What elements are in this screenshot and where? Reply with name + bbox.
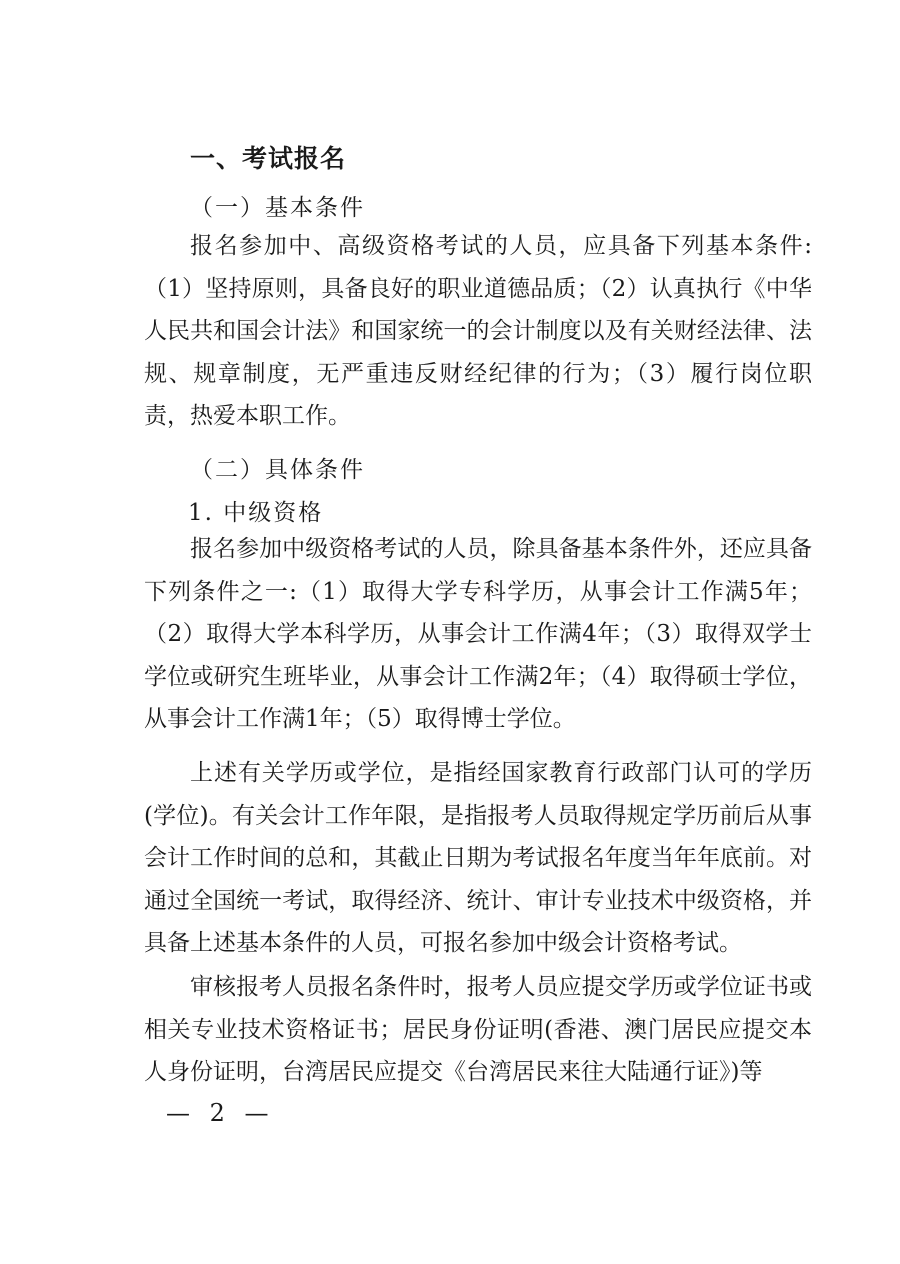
subsection-basic-conditions: （一）基本条件: [190, 195, 365, 221]
paragraph-basic-conditions: 报名参加中、高级资格考试的人员，应具备下列基本条件:（1）坚持原则，具备良好的职业道德品质；（2）认真执行《中华人民共和国会计法》和国家统一的会计制度以及有关财经法律、法规、规章制度，无严重违反财经纪律的行为；（3）履行岗位职责，热爱本职工作。: [144, 233, 812, 430]
paragraph-review-materials: 审核报考人员报名条件时，报考人员应提交学历或学位证书或相关专业技术资格证书；居民身份证明(香港、澳门居民应提交本人身份证明，台湾居民应提交《台湾居民来往大陆通行证》)等: [144, 974, 812, 1086]
subsection-specific-conditions: （二）具体条件: [190, 457, 365, 483]
section-title: 一、考试报名: [190, 144, 347, 173]
item-intermediate-qualification: 1. 中级资格: [188, 500, 324, 526]
page-number: — 2 —: [166, 1099, 275, 1127]
paragraph-intermediate-requirements: 报名参加中级资格考试的人员，除具备基本条件外，还应具备下列条件之一:（1）取得大学专科学历，从事会计工作满5年；（2）取得大学本科学历，从事会计工作满4年；（3）取得双学士学位或研究生班毕业，从事会计工作满2年；（4）取得硕士学位，从事会计工作满1年；（5）取得博士学位。: [144, 536, 812, 733]
paragraph-degree-explanation: 上述有关学历或学位，是指经国家教育行政部门认可的学历(学位)。有关会计工作年限，是指报考人员取得规定学历前后从事会计工作时间的总和，其截止日期为考试报名年度当年年底前。对通过全国统一考试，取得经济、统计、审计专业技术中级资格，并具备上述基本条件的人员，可报名参加中级会计资格考试。: [144, 760, 812, 957]
